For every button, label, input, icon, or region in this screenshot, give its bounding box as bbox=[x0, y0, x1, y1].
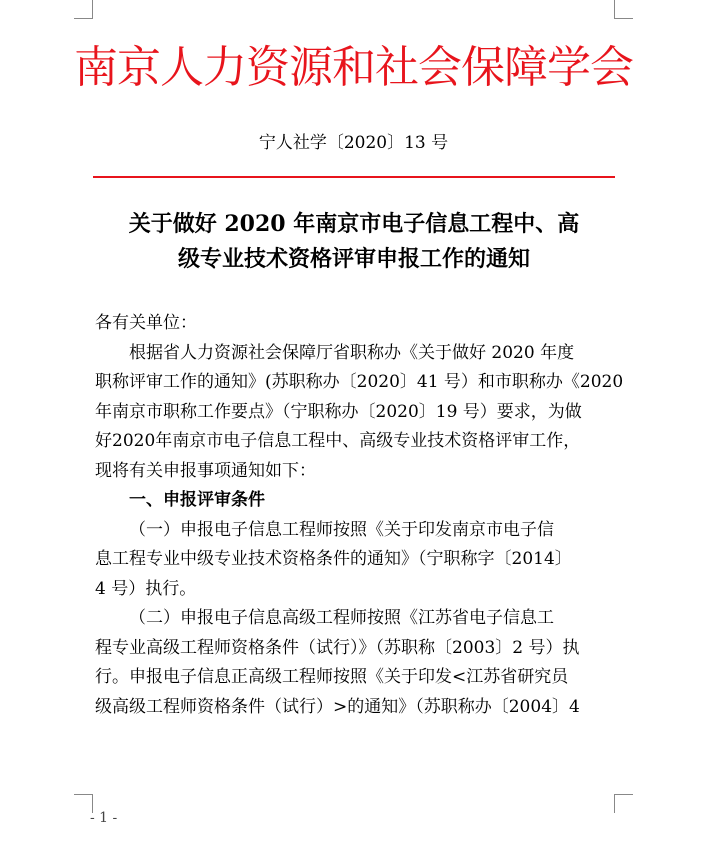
crop-mark-top-right bbox=[614, 0, 633, 19]
document-body bbox=[95, 309, 625, 722]
paragraph-line: 程专业高级工程师资格条件（试行）》（苏职称〔2003〕2 号）执 bbox=[95, 637, 580, 658]
paragraph-line: 根据省人力资源社会保障厅省职称办《关于做好 2020 年度 bbox=[129, 342, 575, 363]
page-number: - 1 - bbox=[90, 810, 118, 826]
paragraph-line: 现将有关申报事项通知如下： bbox=[95, 460, 316, 481]
paragraph-line: 年南京市职称工作要点》（宁职称办〔2020〕19 号）要求，为做 bbox=[95, 401, 582, 422]
paragraph-line: 息工程专业中级专业技术资格条件的通知》（宁职称字〔2014〕 bbox=[95, 549, 572, 569]
organization-title: 南京人力资源和社会保障学会 bbox=[74, 42, 633, 93]
paragraph-line: 级高级工程师资格条件（试行）>的通知》（苏职称办〔2004〕4 bbox=[95, 696, 580, 717]
paragraph-line: 4 号）执行。 bbox=[95, 578, 197, 599]
crop-mark-top-left bbox=[74, 0, 93, 19]
paragraph-line: （二）申报电子信息高级工程师按照《江苏省电子信息工 bbox=[129, 608, 554, 628]
salutation: 各有关单位： bbox=[95, 313, 197, 333]
notice-title-line-2: 级专业技术资格评审申报工作的通知 bbox=[177, 246, 530, 272]
crop-mark-bottom-right bbox=[614, 794, 633, 813]
paragraph-line: 行。申报电子信息正高级工程师按照《关于印发<江苏省研究员 bbox=[95, 667, 569, 687]
notice-title-line-1: 关于做好 2020 年南京市电子信息工程中、高 bbox=[128, 211, 580, 237]
notice-title bbox=[93, 207, 615, 277]
paragraph-line: 职称评审工作的通知》(苏职称办〔2020〕41 号）和市职称办《2020 bbox=[95, 372, 624, 392]
paragraph-line: （一）申报电子信息工程师按照《关于印发南京市电子信 bbox=[129, 519, 554, 540]
section-heading: 一、申报评审条件 bbox=[129, 490, 265, 510]
paragraph-line: 好2020年南京市电子信息工程中、高级专业技术资格评审工作， bbox=[95, 431, 581, 451]
document-number: 宁人社学〔2020〕13 号 bbox=[258, 133, 449, 153]
red-divider-line bbox=[93, 176, 615, 178]
